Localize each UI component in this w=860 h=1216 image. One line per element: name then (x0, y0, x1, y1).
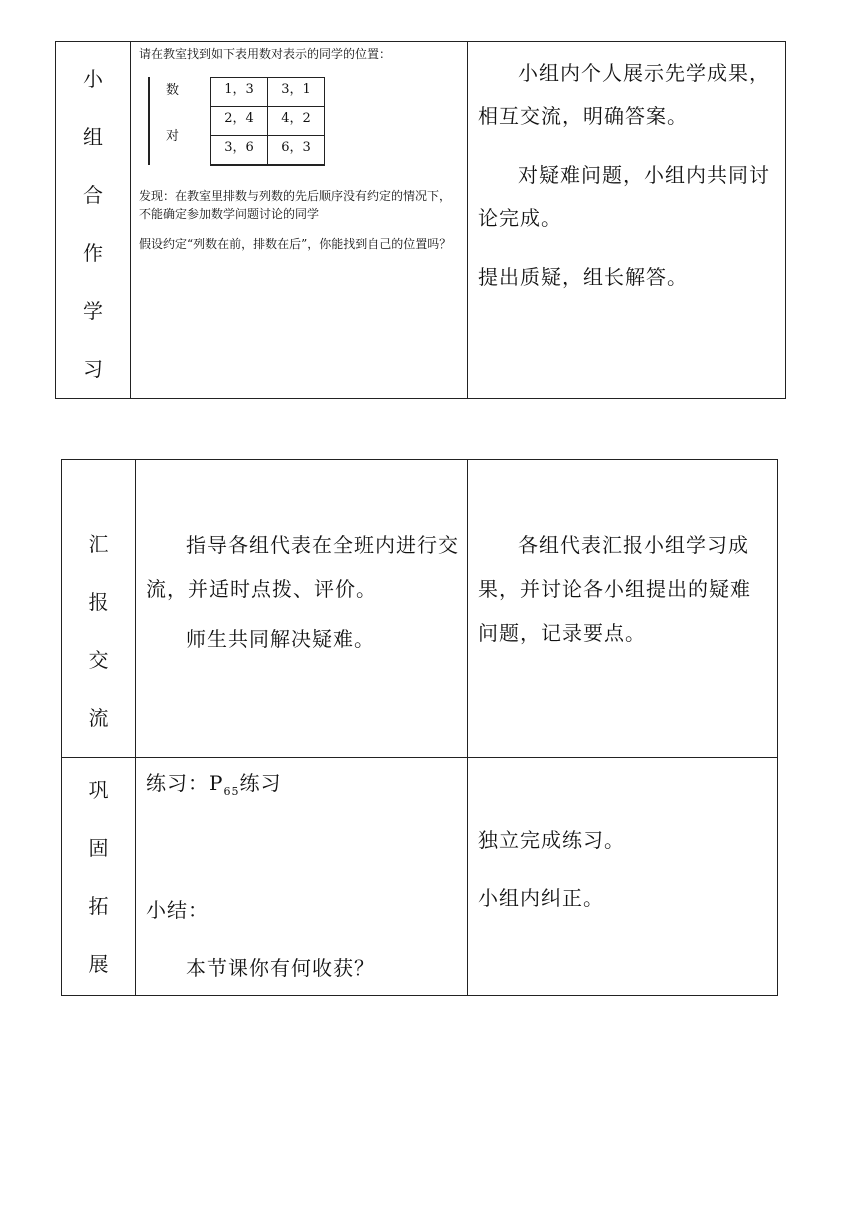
coordinate-intro: 请在教室找到如下表用数对表示的同学的位置： (139, 47, 392, 61)
practice-label-cell (62, 758, 136, 996)
pair-label-bottom: 对 (166, 129, 180, 144)
practice-prefix: 练习：P (146, 771, 224, 795)
practice-suffix: 练习 (239, 771, 282, 795)
finding-text: 发现：在教室里排数与列数的先后顺序没有约定的情况下，不能确定参加数学问题讨论的同学 (139, 189, 452, 221)
group-work-table (55, 41, 786, 399)
pair-cell: 2，4 (211, 107, 268, 136)
label-char: 报 (88, 590, 109, 614)
report-label-cell (62, 460, 136, 758)
student-activity-text: 小组内个人展示先学成果，相互交流，明确答案。 (478, 61, 770, 128)
label-char: 组 (83, 125, 103, 149)
assumption-text: 假设约定“列数在前，排数在后”，你能找到自己的位置吗？ (139, 237, 452, 251)
teacher-activity-text: 指导各组代表在全班内进行交流，并适时点拨、评价。 (146, 533, 459, 601)
label-char: 交 (88, 648, 109, 672)
practice-text (146, 763, 461, 812)
summary-label: 小结： (146, 898, 209, 922)
report-student-cell (468, 460, 778, 758)
teacher-activity-text: 师生共同解决疑难。 (186, 627, 375, 651)
student-activity-text: 独立完成练习。 (478, 828, 625, 852)
label-char: 流 (88, 706, 109, 730)
label-char: 汇 (88, 532, 109, 556)
group-work-label-cell (56, 42, 131, 399)
practice-teacher-cell (136, 758, 468, 996)
label-char: 作 (83, 241, 103, 265)
number-pair-table (148, 75, 328, 167)
group-work-label (56, 42, 130, 398)
summary-question: 本节课你有何收获？ (186, 956, 375, 980)
label-char: 学 (83, 299, 103, 323)
group-work-activity-cell (131, 42, 468, 399)
student-activity-text: 各组代表汇报小组学习成果，并讨论各小组提出的疑难问题，记录要点。 (478, 533, 751, 645)
pair-cell: 6，3 (268, 136, 325, 166)
label-char: 巩 (88, 778, 109, 802)
student-activity-text: 对疑难问题，小组内共同讨论完成。 (478, 163, 770, 230)
label-char: 小 (83, 67, 103, 91)
pair-label-top: 数 (166, 83, 180, 98)
practice-student-cell (468, 758, 778, 996)
practice-label (62, 758, 135, 993)
label-char: 拓 (88, 894, 109, 918)
pair-cell: 3，6 (211, 136, 268, 166)
student-activity-text: 提出质疑，组长解答。 (478, 265, 688, 289)
table-left-rule (148, 77, 150, 165)
pair-cell: 1，3 (211, 78, 268, 107)
group-work-student-cell (468, 42, 786, 399)
label-char: 习 (83, 357, 103, 381)
label-char: 合 (83, 183, 103, 207)
report-label (62, 460, 135, 747)
practice-page: 65 (223, 785, 240, 798)
pair-cell: 4，2 (268, 107, 325, 136)
label-char: 展 (88, 952, 109, 976)
student-activity-text: 小组内纠正。 (478, 886, 604, 910)
label-char: 固 (88, 836, 109, 860)
pair-grid (210, 77, 325, 166)
report-and-practice-table (61, 459, 778, 996)
report-teacher-cell (136, 460, 468, 758)
pair-cell: 3，1 (268, 78, 325, 107)
